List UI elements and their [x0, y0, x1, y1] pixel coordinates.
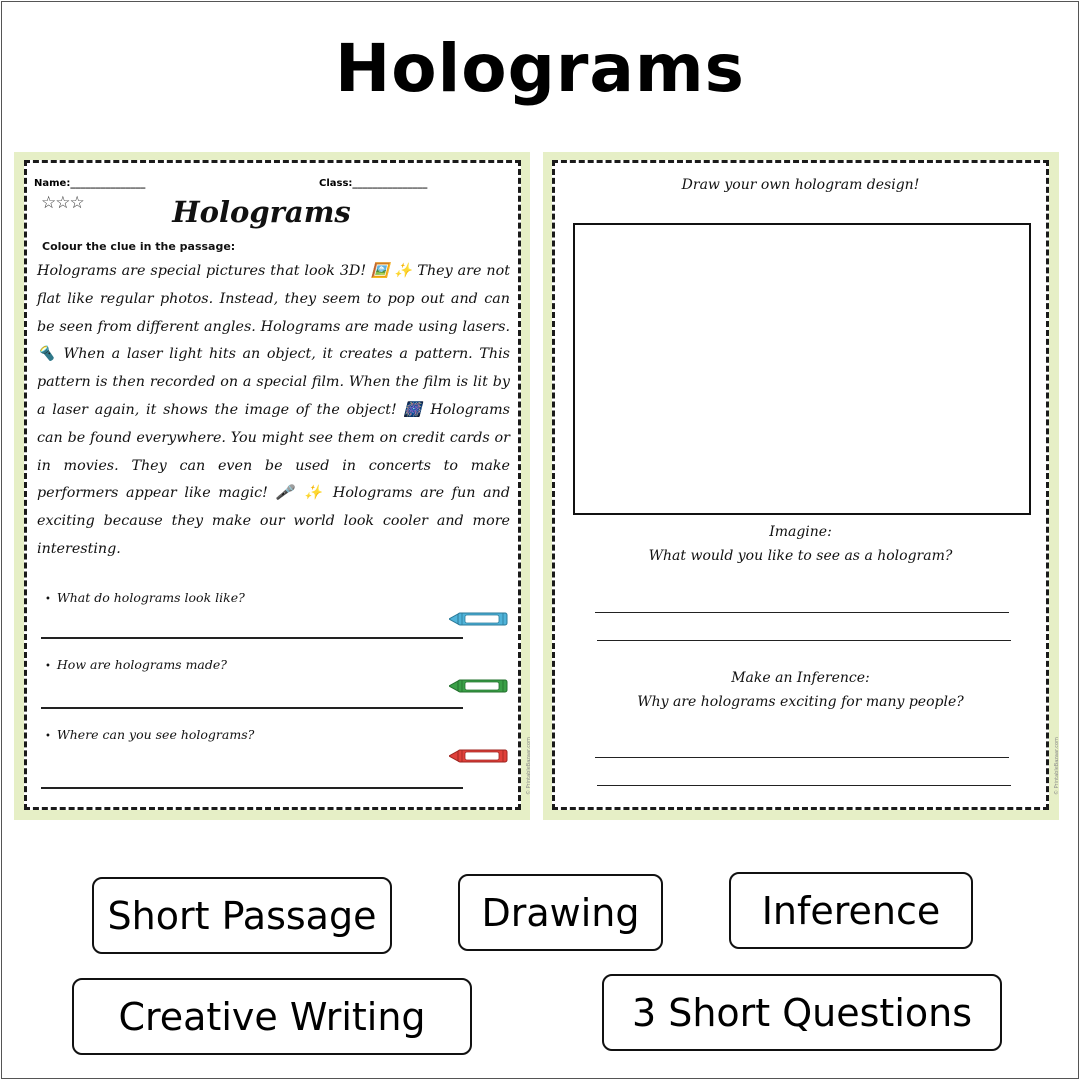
- question-2-text: How are holograms made?: [56, 657, 227, 672]
- drawing-box[interactable]: [573, 223, 1031, 515]
- inference-question: Why are holograms exciting for many people?: [637, 694, 964, 710]
- tag-short-passage: Short Passage: [92, 877, 392, 954]
- inference-heading: Make an Inference:: [731, 670, 870, 686]
- answer-line-2[interactable]: [41, 707, 463, 709]
- crayon-green-icon: [449, 678, 509, 694]
- question-2: • How are holograms made?: [45, 657, 227, 672]
- imagine-question: What would you like to see as a hologram?: [648, 548, 953, 564]
- crayon-red-icon: [449, 748, 509, 764]
- question-1: • What do holograms look like?: [45, 590, 245, 605]
- class-field-label: Class:_______________: [319, 178, 428, 189]
- drawing-page: [552, 160, 1060, 810]
- question-3: • Where can you see holograms?: [45, 727, 255, 742]
- tag-3-short-questions: 3 Short Questions: [602, 974, 1002, 1051]
- inference-answer-line-1[interactable]: [595, 757, 1009, 758]
- instruction-text: Colour the clue in the passage:: [42, 240, 236, 253]
- question-1-text: What do holograms look like?: [56, 590, 245, 605]
- worksheet-title: Holograms: [172, 195, 351, 229]
- crayon-blue-icon: [449, 611, 509, 627]
- reading-passage: Holograms are special pictures that look 3D! 🖼️ ✨ They are not flat like regular photos. Instead, they seem to pop out and can be seen from different angles. Holograms are made using lasers. 🔦 When a laser light hits an object, it creates a pattern. This pattern is then recorded on a special film. When the film is lit by a laser again, it shows the image of the object! 🎆 Holograms can be found everywhere. You might see them on credit cards or in movies. They can even be used in concerts to make performers appear like magic! 🎤 ✨ Holograms are fun and exciting because they make our world look cooler and more interesting.: [37, 263, 510, 557]
- inference-answer-line-2[interactable]: [597, 785, 1011, 786]
- imagine-heading: Imagine:: [769, 524, 832, 540]
- answer-line-3[interactable]: [41, 787, 463, 789]
- answer-line-1[interactable]: [41, 637, 463, 639]
- main-title: Holograms: [335, 30, 745, 107]
- imagine-answer-line-2[interactable]: [597, 640, 1011, 641]
- draw-prompt: Draw your own hologram design!: [681, 177, 920, 193]
- question-3-text: Where can you see holograms?: [56, 727, 255, 742]
- name-field-label: Name:_______________: [34, 178, 146, 189]
- tag-drawing: Drawing: [458, 874, 663, 951]
- tag-inference: Inference: [729, 872, 973, 949]
- tag-creative-writing: Creative Writing: [72, 978, 472, 1055]
- rating-stars: ☆☆☆: [41, 193, 84, 213]
- imagine-answer-line-1[interactable]: [595, 612, 1009, 613]
- copyright-text: © PrintableBazaar.com: [1054, 737, 1060, 795]
- worksheet-page: [24, 160, 532, 810]
- copyright-text: © PrintableBazaar.com: [526, 737, 532, 795]
